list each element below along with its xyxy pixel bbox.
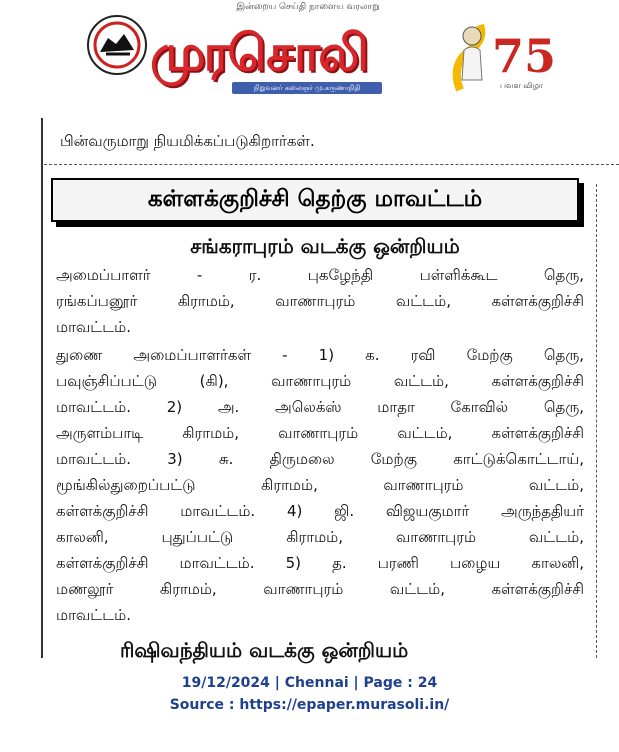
paragraph-line: மாவட்டம். 2) அ. அலெக்ஸ் மாதா கோவில் தெரு,	[56, 398, 584, 416]
paragraph-line: கள்ளக்குறிச்சி மாவட்டம். 5) த. பரணி பழைய காலனி,	[56, 554, 584, 572]
party-emblem-icon	[86, 14, 148, 76]
masthead-logo: முரசொலி	[150, 24, 367, 82]
masthead	[0, 0, 619, 118]
paragraph-line: மூங்கில்துறைப்பட்டு கிராமம், வாணாபுரம் வட்டம்,	[56, 476, 584, 494]
paragraph-line: மாவட்டம். 3) சு. திருமலை மேற்கு காட்டுக்கொட்டாய்,	[56, 450, 584, 468]
union-title: சங்கராபுரம் வடக்கு ஒன்றியம்	[190, 234, 460, 258]
district-title-box	[51, 178, 579, 222]
footer-source-link[interactable]: Source : https://epaper.murasoli.in/	[169, 697, 450, 713]
column-rule-left	[41, 118, 43, 658]
masthead-logo-subtitle: நிறுவனர் கலைஞர் மு.கருணாநிதி	[232, 82, 382, 94]
paragraph-line: மணலூர் கிராமம், வாணாபுரம் வட்டம், கள்ளக்குறிச்சி	[56, 580, 584, 598]
article-clipping	[0, 118, 619, 662]
anniversary-caption: பவள விழா	[500, 81, 544, 90]
paragraph-line: அருளம்பாடி கிராமம், வாணாபுரம் வட்டம், கள்ளக்குறிச்சி	[56, 424, 584, 442]
organiser-paragraph	[56, 262, 584, 340]
deputy-organisers-paragraph	[56, 342, 584, 628]
anniversary-75-badge-icon	[440, 10, 557, 100]
paragraph-line: மாவட்டம்.	[56, 318, 131, 336]
paragraph-line: ரங்கப்பனூர் கிராமம், வாணாபுரம் வட்டம், கள்ளக்குறிச்சி	[56, 292, 584, 310]
paragraph-line: மாவட்டம்.	[56, 606, 131, 624]
section-divider	[44, 164, 619, 165]
paragraph-line: அமைப்பாளர் - ர. புகழேந்தி பள்ளிக்கூட தெரு,	[56, 266, 584, 284]
masthead-tagline: இன்றைய செய்தி நாளைய வரலாறு	[236, 2, 380, 12]
anniversary-number: 75	[492, 29, 557, 83]
paragraph-line: துணை அமைப்பாளர்கள் - 1) க. ரவி மேற்கு தெரு,	[56, 346, 584, 364]
paragraph-line: காலனி, புதுப்பட்டு கிராமம், வாணாபுரம் வட்டம்,	[56, 528, 584, 546]
column-rule-right	[596, 184, 597, 658]
next-union-heading: ரிஷிவந்தியம் வடக்கு ஒன்றியம்	[120, 638, 409, 662]
clipping-footer	[0, 672, 619, 716]
paragraph-line: பவுஞ்சிப்பட்டு (கி), வாணாபுரம் வட்டம், கள்ளக்குறிச்சி	[56, 372, 584, 390]
footer-date-line: 19/12/2024 | Chennai | Page : 24	[181, 675, 438, 691]
district-title: கள்ளக்குறிச்சி தெற்கு மாவட்டம்	[147, 185, 483, 212]
intro-text: பின்வருமாறு நியமிக்கப்படுகிறார்கள்.	[60, 132, 315, 150]
paragraph-line: கள்ளக்குறிச்சி மாவட்டம். 4) ஜி. விஜயகுமார் அருந்ததியர்	[56, 502, 584, 520]
